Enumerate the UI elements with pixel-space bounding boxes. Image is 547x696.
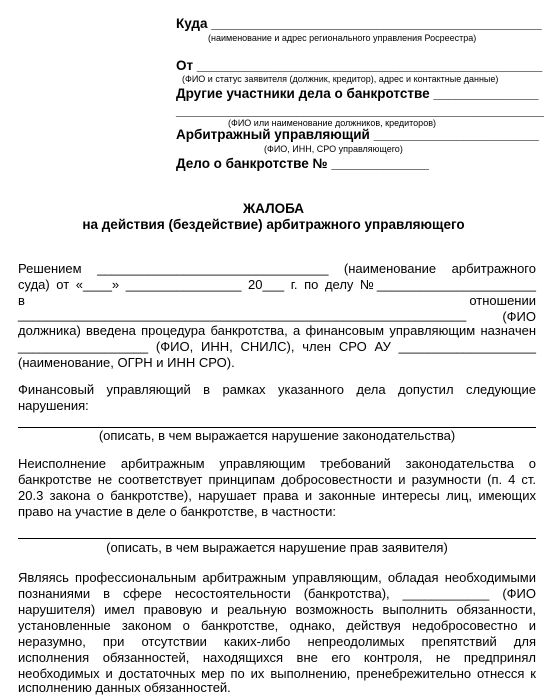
para1-line5: должника) введена процедура банкротства, а финансовым управляющим назначен (18, 323, 536, 338)
para4-line6: исполнения обязанностей, находящихся вне его контроля, не предпринял (18, 650, 536, 665)
para1-line3-end: отношении (469, 293, 536, 308)
manager-caption: (ФИО, ИНН, СРО управляющего) (264, 144, 403, 154)
para1-line6: __________________ (ФИО, ИНН, СНИЛС), член СРО АУ ___________________ (18, 339, 536, 354)
case-number-field: Дело о банкротстве № _____________ (176, 156, 429, 171)
recipient-field: Куда ____________________________________________ (176, 16, 542, 31)
para1-line4-end: (ФИО (502, 309, 536, 324)
recipient-caption: (наименование и адрес регионального управления Росреестра) (208, 33, 477, 43)
manager-field: Арбитражный управляющий ______________________ (176, 127, 539, 142)
para1-line2: суда) от «____» ________________ 20___ г. по делу №______________________ (18, 277, 536, 292)
rights-blank-line (18, 538, 536, 539)
para4-line1: Являясь профессиональным арбитражным управляющим, обладая необходимыми (18, 570, 536, 585)
para4-line7: необходимых и достаточных мер по их выполнению, пренебрежительно отнесся к (18, 666, 536, 681)
participants-field: Другие участники дела о банкротстве ______________ (176, 86, 539, 101)
para4-line2: познаниями в сфере несостоятельности (банкротства), ____________ (ФИО (18, 586, 536, 601)
document-title: ЖАЛОБА (242, 201, 305, 216)
para4-line4: установленные законом о банкротстве, однако, действуя недобросовестно и (18, 618, 536, 633)
sender-caption: (ФИО и статус заявителя (должник, кредитор), адрес и контактные данные) (182, 74, 499, 84)
para1-line1: Решением ________________________________ (наименование арбитражного (18, 261, 536, 276)
participants-caption: (ФИО или наименование должников, кредиторов) (228, 118, 436, 128)
para3-line1: Неисполнение арбитражным управляющим требований законодательства о (18, 456, 536, 471)
para3-line3: 20.3 закона о банкротстве), нарушает права и законные интересы лиц, имеющих (18, 488, 536, 503)
para2-line2: нарушения: (18, 398, 89, 413)
para3-line4: право на участие в деле о банкротстве, в частности: (18, 504, 336, 519)
document-subtitle: на действия (бездействие) арбитражного управляющего (82, 217, 465, 232)
violation-caption: (описать, в чем выражается нарушение законодательства) (98, 428, 456, 443)
sender-field: От ______________________________________________ (176, 58, 543, 73)
para1-line3-start: в (18, 293, 25, 308)
para2-line1: Финансовый управляющий в рамках указанного дела допустил следующие (18, 382, 536, 397)
para4-line8: исполнению данных обязанностей. (18, 680, 231, 695)
para1-line7: (наименование, ОГРН и ИНН СРО). (18, 355, 235, 370)
para3-line2: банкротстве не соответствует принципам добросовестности и разумности (п. 4 ст. (18, 472, 536, 487)
para4-line3: нарушителя) имел правовую и реальную возможность выполнить обязанности, (18, 602, 536, 617)
para4-line5: неразумно, при отсутствии каких-либо непреодолимых препятствий для (18, 634, 536, 649)
rights-caption: (описать, в чем выражается нарушение прав заявителя) (106, 540, 448, 555)
para1-line4-blank: ______________________________________________________________ (18, 307, 467, 322)
participants-line: _________________________________________________ (176, 103, 544, 118)
